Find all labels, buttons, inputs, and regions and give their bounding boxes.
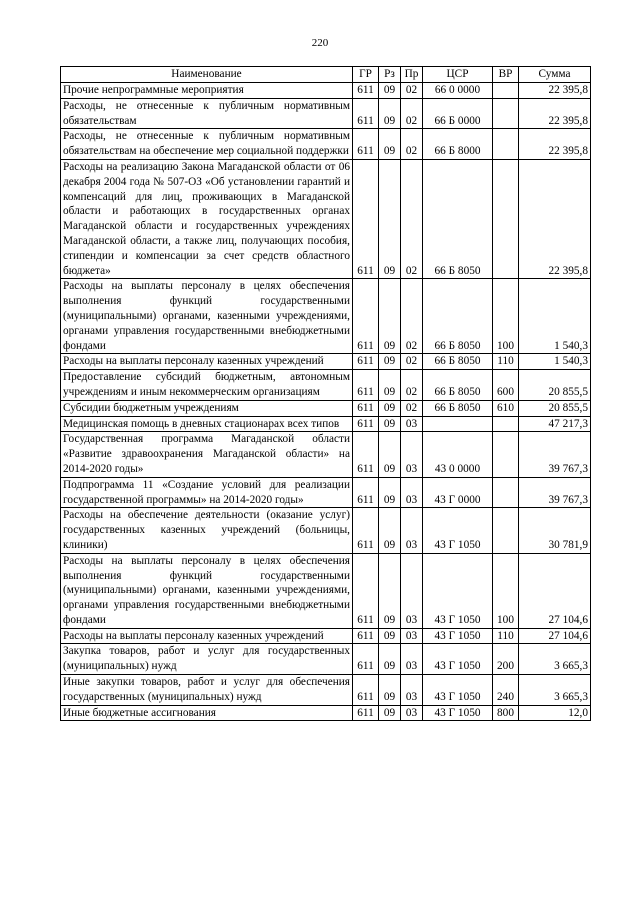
cell-pr: 02 (401, 83, 423, 99)
cell-sum: 22 395,8 (519, 159, 591, 278)
cell-vr: 600 (493, 370, 519, 401)
table-row (61, 705, 591, 721)
cell-sum: 12,0 (519, 705, 591, 721)
cell-csr: 66 0 0000 (423, 83, 493, 99)
cell-rz: 09 (379, 508, 401, 553)
budget-table (60, 66, 591, 721)
cell-csr: 43 Г 1050 (423, 508, 493, 553)
cell-gr: 611 (353, 508, 379, 553)
table-row (61, 675, 591, 706)
table-row (61, 400, 591, 416)
cell-gr: 611 (353, 98, 379, 129)
cell-pr: 03 (401, 432, 423, 477)
cell-sum: 20 855,5 (519, 400, 591, 416)
cell-sum: 22 395,8 (519, 129, 591, 160)
cell-sum: 22 395,8 (519, 83, 591, 99)
cell-rz: 09 (379, 354, 401, 370)
cell-vr (493, 477, 519, 508)
cell-csr: 43 Г 1050 (423, 628, 493, 644)
cell-vr (493, 416, 519, 432)
cell-pr: 02 (401, 400, 423, 416)
cell-pr: 02 (401, 159, 423, 278)
cell-pr: 02 (401, 98, 423, 129)
table-row (61, 644, 591, 675)
cell-rz: 09 (379, 644, 401, 675)
table-row (61, 432, 591, 477)
cell-name: Расходы на выплаты персоналу в целях обеспечения выполнения функций государственными (муниципальными) органами, казенными учреждениями, органами управления государственными внебюджетными фондами (61, 279, 353, 354)
cell-vr: 610 (493, 400, 519, 416)
cell-name: Подпрограмма 11 «Создание условий для реализации государственной программы» на 2014-2020 годы» (61, 477, 353, 508)
cell-gr: 611 (353, 477, 379, 508)
cell-csr: 66 Б 8050 (423, 354, 493, 370)
header-pr: Пр (401, 67, 423, 83)
cell-csr: 43 Г 1050 (423, 553, 493, 628)
cell-gr: 611 (353, 279, 379, 354)
cell-gr: 611 (353, 416, 379, 432)
cell-pr: 03 (401, 705, 423, 721)
cell-pr: 03 (401, 553, 423, 628)
cell-name: Расходы на обеспечение деятельности (оказание услуг) государственных казенных учреждений (больницы, клиники) (61, 508, 353, 553)
cell-vr (493, 98, 519, 129)
header-rz: Рз (379, 67, 401, 83)
cell-vr: 110 (493, 628, 519, 644)
cell-gr: 611 (353, 432, 379, 477)
cell-csr: 66 Б 8050 (423, 370, 493, 401)
table-row (61, 508, 591, 553)
cell-rz: 09 (379, 129, 401, 160)
cell-pr: 02 (401, 370, 423, 401)
cell-rz: 09 (379, 159, 401, 278)
cell-rz: 09 (379, 432, 401, 477)
table-row (61, 129, 591, 160)
cell-csr: 66 Б 0000 (423, 98, 493, 129)
cell-rz: 09 (379, 83, 401, 99)
table-row (61, 159, 591, 278)
cell-pr: 03 (401, 644, 423, 675)
table-row (61, 477, 591, 508)
cell-sum: 39 767,3 (519, 477, 591, 508)
cell-csr: 66 Б 8050 (423, 279, 493, 354)
cell-rz: 09 (379, 416, 401, 432)
cell-csr (423, 416, 493, 432)
table-row (61, 279, 591, 354)
cell-vr (493, 508, 519, 553)
cell-sum: 27 104,6 (519, 628, 591, 644)
table-header-row (61, 67, 591, 83)
cell-name: Государственная программа Магаданской области «Развитие здравоохранения Магаданской области» на 2014-2020 годы» (61, 432, 353, 477)
cell-csr: 43 0 0000 (423, 432, 493, 477)
cell-name: Расходы на реализацию Закона Магаданской области от 06 декабря 2004 года № 507-ОЗ «Об установлении гарантий и компенсаций для лиц, проживающих в Магаданской области и работающих в государственных органах Магаданской области и государственных учреждениях Магаданской области, а также лиц, получающих пособия, стипендии и компенсации за счет средств областного бюджета» (61, 159, 353, 278)
cell-pr: 02 (401, 129, 423, 160)
cell-vr: 800 (493, 705, 519, 721)
cell-gr: 611 (353, 644, 379, 675)
cell-name: Предоставление субсидий бюджетным, автономным учреждениям и иным некоммерческим организациям (61, 370, 353, 401)
cell-pr: 02 (401, 354, 423, 370)
cell-rz: 09 (379, 477, 401, 508)
cell-gr: 611 (353, 129, 379, 160)
cell-sum: 27 104,6 (519, 553, 591, 628)
cell-vr: 100 (493, 553, 519, 628)
cell-gr: 611 (353, 83, 379, 99)
cell-rz: 09 (379, 279, 401, 354)
cell-pr: 03 (401, 508, 423, 553)
cell-vr (493, 83, 519, 99)
cell-csr: 66 Б 8050 (423, 400, 493, 416)
cell-gr: 611 (353, 705, 379, 721)
table-row (61, 98, 591, 129)
cell-gr: 611 (353, 400, 379, 416)
cell-vr (493, 129, 519, 160)
cell-gr: 611 (353, 354, 379, 370)
cell-sum: 39 767,3 (519, 432, 591, 477)
cell-vr (493, 432, 519, 477)
cell-name: Расходы, не отнесенные к публичным нормативным обязательствам (61, 98, 353, 129)
cell-vr: 200 (493, 644, 519, 675)
cell-pr: 03 (401, 675, 423, 706)
cell-gr: 611 (353, 370, 379, 401)
cell-csr: 43 Г 1050 (423, 644, 493, 675)
cell-csr: 43 Г 1050 (423, 675, 493, 706)
cell-pr: 02 (401, 279, 423, 354)
cell-sum: 3 665,3 (519, 675, 591, 706)
cell-csr: 43 Г 0000 (423, 477, 493, 508)
cell-name: Расходы на выплаты персоналу казенных учреждений (61, 628, 353, 644)
cell-csr: 66 Б 8000 (423, 129, 493, 160)
cell-sum: 3 665,3 (519, 644, 591, 675)
cell-pr: 03 (401, 477, 423, 508)
cell-rz: 09 (379, 400, 401, 416)
cell-name: Иные закупки товаров, работ и услуг для обеспечения государственных (муниципальных) нужд (61, 675, 353, 706)
cell-sum: 1 540,3 (519, 279, 591, 354)
cell-rz: 09 (379, 370, 401, 401)
table-row (61, 553, 591, 628)
table-row (61, 83, 591, 99)
cell-rz: 09 (379, 553, 401, 628)
table-row (61, 370, 591, 401)
cell-sum: 1 540,3 (519, 354, 591, 370)
cell-csr: 66 Б 8050 (423, 159, 493, 278)
cell-gr: 611 (353, 159, 379, 278)
cell-name: Прочие непрограммные мероприятия (61, 83, 353, 99)
cell-csr: 43 Г 1050 (423, 705, 493, 721)
cell-name: Расходы на выплаты персоналу в целях обеспечения выполнения функций государственными (муниципальными) органами, казенными учреждениями, органами управления государственными внебюджетными фондами (61, 553, 353, 628)
cell-vr: 100 (493, 279, 519, 354)
cell-name: Расходы на выплаты персоналу казенных учреждений (61, 354, 353, 370)
cell-name: Закупка товаров, работ и услуг для государственных (муниципальных) нужд (61, 644, 353, 675)
cell-pr: 03 (401, 628, 423, 644)
cell-vr: 240 (493, 675, 519, 706)
cell-name: Медицинская помощь в дневных стационарах всех типов (61, 416, 353, 432)
table-row (61, 416, 591, 432)
cell-vr (493, 159, 519, 278)
header-gr: ГР (353, 67, 379, 83)
cell-name: Иные бюджетные ассигнования (61, 705, 353, 721)
header-csr: ЦСР (423, 67, 493, 83)
cell-rz: 09 (379, 675, 401, 706)
header-name: Наименование (61, 67, 353, 83)
cell-sum: 20 855,5 (519, 370, 591, 401)
header-vr: ВР (493, 67, 519, 83)
cell-vr: 110 (493, 354, 519, 370)
cell-sum: 47 217,3 (519, 416, 591, 432)
cell-name: Субсидии бюджетным учреждениям (61, 400, 353, 416)
cell-sum: 22 395,8 (519, 98, 591, 129)
cell-gr: 611 (353, 553, 379, 628)
cell-rz: 09 (379, 628, 401, 644)
cell-gr: 611 (353, 675, 379, 706)
header-sum: Сумма (519, 67, 591, 83)
page-number: 220 (311, 37, 329, 49)
cell-sum: 30 781,9 (519, 508, 591, 553)
cell-pr: 03 (401, 416, 423, 432)
cell-rz: 09 (379, 98, 401, 129)
cell-name: Расходы, не отнесенные к публичным нормативным обязательствам на обеспечение мер социальной поддержки (61, 129, 353, 160)
cell-rz: 09 (379, 705, 401, 721)
table-row (61, 354, 591, 370)
table-row (61, 628, 591, 644)
cell-gr: 611 (353, 628, 379, 644)
